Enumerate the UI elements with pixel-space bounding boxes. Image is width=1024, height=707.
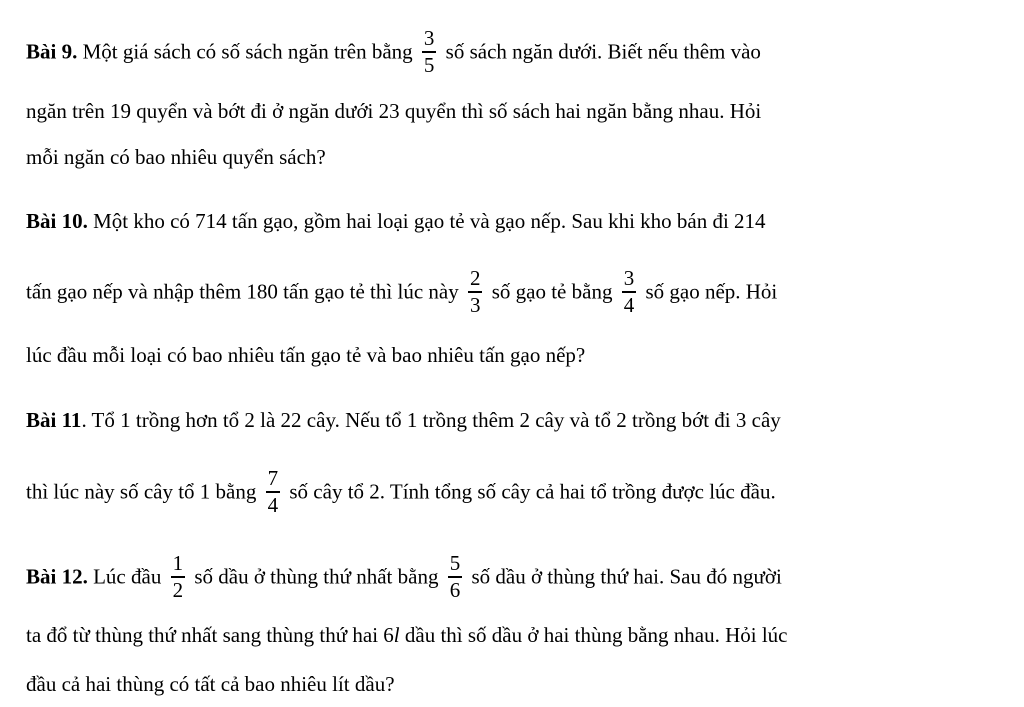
problem-9-text: số sách ngăn dưới. Biết nếu thêm vào: [445, 39, 761, 64]
problem-10-text: số gạo tẻ bằng: [491, 279, 613, 304]
problem-10-text: tấn gạo nếp và nhập thêm 180 tấn gạo tẻ thì lúc này: [26, 279, 459, 304]
fraction-2-3: $\frac{2}{3}$: [469, 266, 481, 317]
fraction-3-4: $\frac{3}{4}$: [623, 266, 635, 317]
problem-10-title: Bài 10.: [26, 209, 88, 233]
problem-10-line-1: [26, 211, 766, 232]
problem-12-line-3: đầu cả hai thùng có tất cả bao nhiêu lít dầu?: [26, 672, 395, 696]
problem-11-title: Bài 11: [26, 408, 82, 432]
fraction-1-2: $\frac{1}{2}$: [172, 551, 184, 602]
problem-12-text: Lúc đầu: [87, 564, 162, 589]
problem-12-text: số dầu ở thùng thứ nhất bằng: [194, 564, 439, 589]
problem-9-text: Một giá sách có số sách ngăn trên bằng: [77, 39, 413, 64]
fraction-7-4: $\frac{7}{4}$: [267, 466, 279, 517]
problem-9-line-3: mỗi ngăn có bao nhiêu quyển sách?: [26, 145, 326, 169]
fraction-5-6: $\frac{5}{6}$: [449, 551, 461, 602]
fraction-3-5: $\frac{3}{5}$: [423, 26, 435, 77]
problem-9-line-1: [26, 26, 761, 78]
problem-11-line-2: [26, 466, 776, 518]
problem-12-line-2: [26, 625, 788, 646]
problem-10-line-3: lúc đầu mỗi loại có bao nhiêu tấn gạo tẻ và bao nhiêu tấn gạo nếp?: [26, 343, 586, 367]
problem-11-line-1: [26, 410, 781, 431]
problem-12-text: dầu thì số dầu ở hai thùng bằng nhau. Hỏi lúc: [399, 623, 788, 647]
problem-10-text: Một kho có 714 tấn gạo, gồm hai loại gạo tẻ và gạo nếp. Sau khi kho bán đi 214: [87, 209, 766, 233]
problem-11-text: . Tổ 1 trồng hơn tổ 2 là 22 cây. Nếu tổ 1 trồng thêm 2 cây và tổ 2 trồng bớt đi 3 cây: [81, 408, 781, 432]
problem-12-text: số dầu ở thùng thứ hai. Sau đó người: [471, 564, 782, 589]
problem-9-title: Bài 9.: [26, 39, 78, 64]
problem-10-text: số gạo nếp. Hỏi: [645, 279, 778, 304]
problem-12-line-1: [26, 551, 782, 603]
problem-9-line-2: ngăn trên 19 quyển và bớt đi ở ngăn dưới 23 quyển thì số sách hai ngăn bằng nhau. Hỏi: [26, 99, 762, 123]
liter-unit: l: [393, 623, 400, 647]
problem-12-text: ta đổ từ thùng thứ nhất sang thùng thứ hai 6: [26, 623, 394, 647]
problem-11-text: số cây tổ 2. Tính tổng số cây cả hai tổ trồng được lúc đầu.: [289, 479, 776, 504]
problem-11-text: thì lúc này số cây tổ 1 bằng: [26, 479, 257, 504]
problem-12-title: Bài 12.: [26, 564, 88, 589]
problem-10-line-2: [26, 266, 778, 318]
